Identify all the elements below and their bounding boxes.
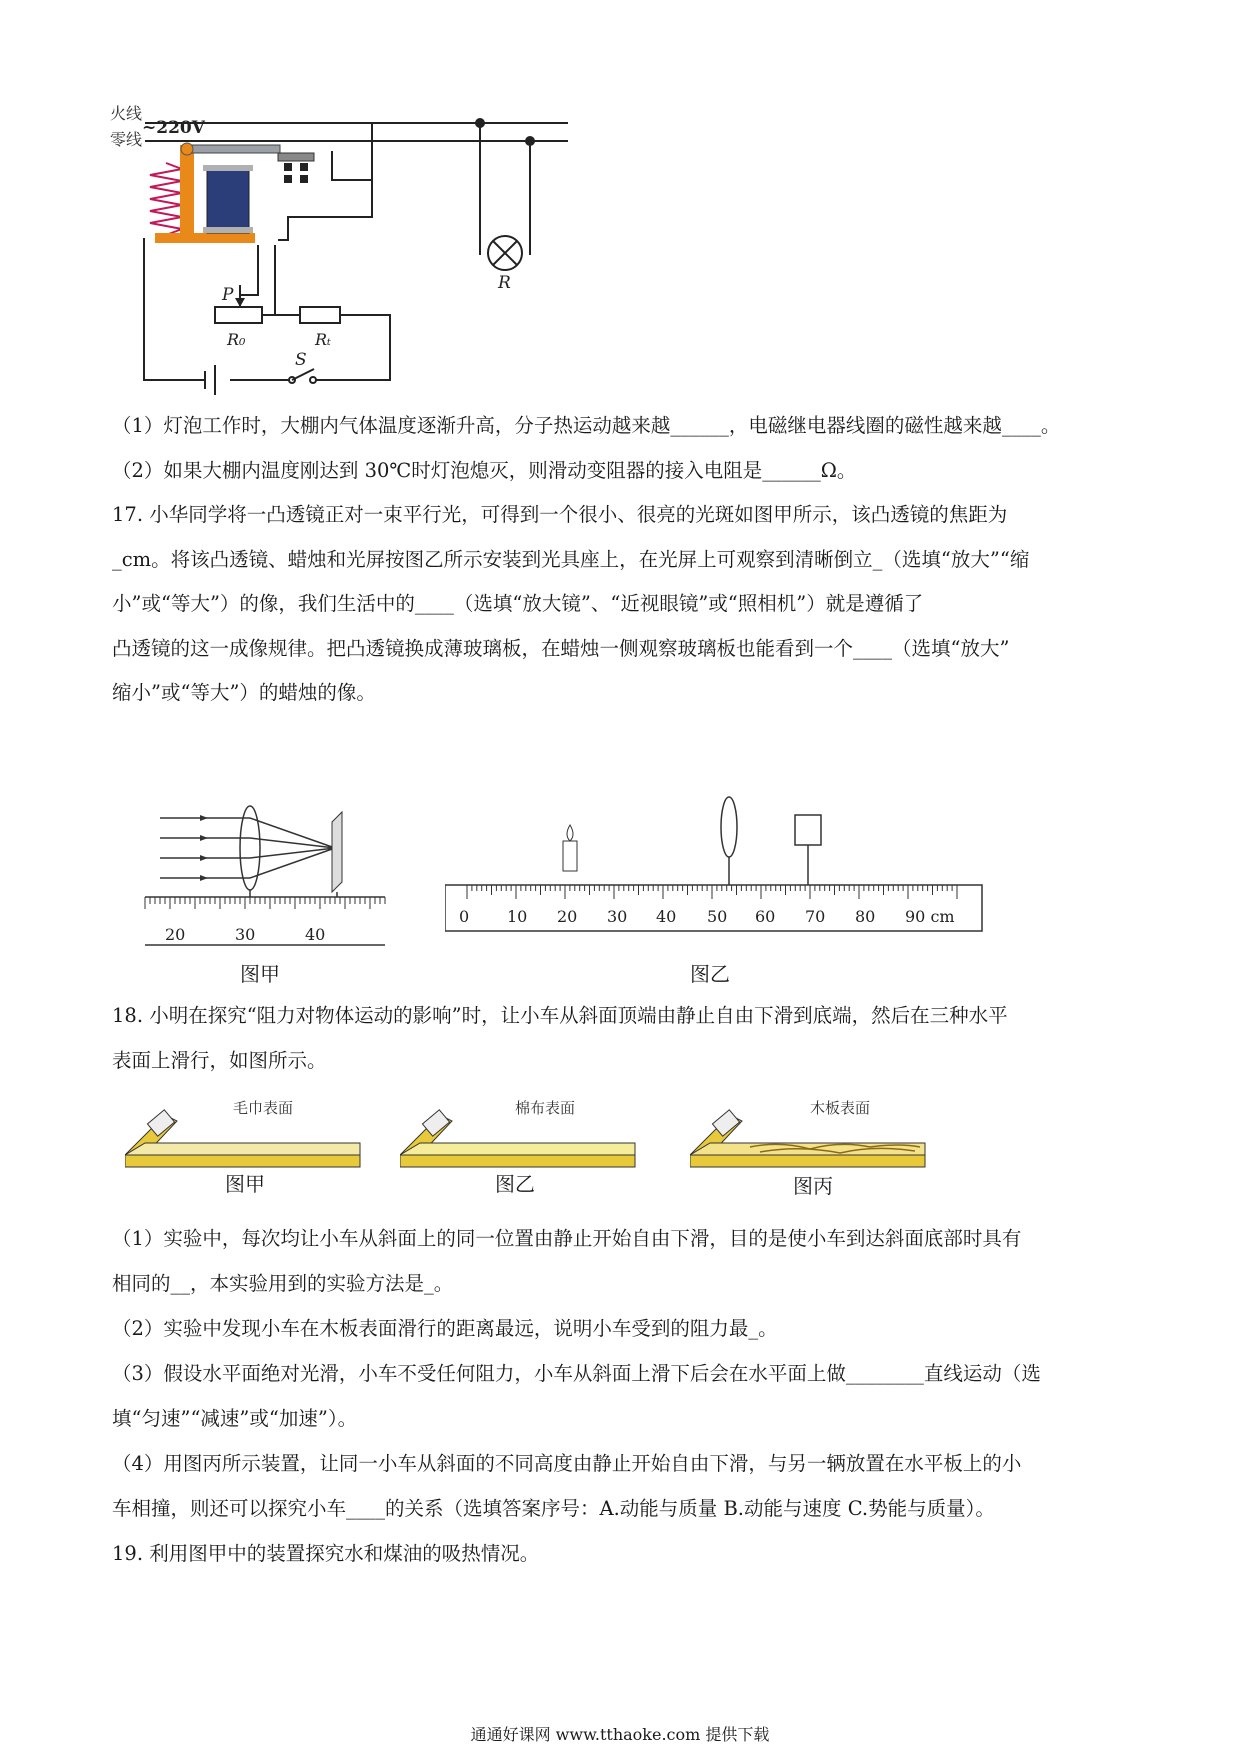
lamp-label: R [498, 273, 511, 293]
neutral-wire-label: 零线 [110, 130, 143, 149]
fig-b-tick-40: 40 [656, 907, 677, 926]
q17-line2: _cm。将该凸透镜、蜡烛和光屏按图乙所示安装到光具座上，在光屏上可观察到清晰倒立_（选填“放大”“缩 [112, 548, 1030, 571]
cotton-surface-label: 棉布表面 [515, 1099, 576, 1117]
q18-p3-line1: （3）假设水平面绝对光滑，小车不受任何阻力，小车从斜面上滑下后会在水平面上做________直线运动（选 [112, 1362, 1041, 1385]
fig-b-tick-50: 50 [707, 907, 728, 926]
q18-line2: 表面上滑行，如图所示。 [112, 1049, 327, 1072]
ramp-caption-a: 图甲 [225, 1172, 265, 1196]
slider-p-label: P [222, 285, 234, 305]
q17-line1: 17. 小华同学将一凸透镜正对一束平行光，可得到一个很小、很亮的光斑如图甲所示，该凸透镜的焦距为 [112, 503, 1008, 526]
fig-b-tick-90cm: 90 cm [905, 907, 955, 926]
page-footer: 通通好课网 www.tthaoke.com 提供下载 [470, 1725, 770, 1744]
fig-b-tick-60: 60 [755, 907, 776, 926]
voltage-label: ~220V [142, 118, 205, 138]
q16-part1: （1）灯泡工作时，大棚内气体温度逐渐升高，分子热运动越来越______，电磁继电器线圈的磁性越来越____。 [112, 414, 1061, 437]
cotton-surface-figure [400, 1095, 640, 1170]
live-wire-label: 火线 [110, 104, 143, 123]
fig-a-tick-40: 40 [305, 925, 326, 944]
wood-surface-label: 木板表面 [810, 1099, 871, 1117]
q19-line1: 19. 利用图甲中的装置探究水和煤油的吸热情况。 [112, 1542, 540, 1565]
q18-p2: （2）实验中发现小车在木板表面滑行的距离最远，说明小车受到的阻力最_。 [112, 1317, 778, 1340]
ramp-caption-b: 图乙 [495, 1172, 535, 1196]
optical-bench-figure [445, 785, 995, 945]
r0-label: R₀ [227, 330, 246, 349]
switch-label: S [295, 350, 307, 370]
wood-surface-figure [690, 1095, 930, 1170]
fig-b-tick-0: 0 [459, 907, 470, 926]
q18-p1-line1: （1）实验中，每次均让小车从斜面上的同一位置由静止开始自由下滑，目的是使小车到达斜面底部时具有 [112, 1227, 1022, 1250]
towel-surface-figure [125, 1095, 365, 1170]
q18-p4-line1: （4）用图丙所示装置，让同一小车从斜面的不同高度由静止开始自由下滑，与另一辆放置在水平板上的小 [112, 1452, 1022, 1475]
fig-b-caption: 图乙 [690, 962, 730, 986]
q18-p1-line2: 相同的__，本实验用到的实验方法是_。 [112, 1272, 454, 1295]
fig-b-tick-70: 70 [805, 907, 826, 926]
fig-a-tick-30: 30 [235, 925, 256, 944]
fig-a-caption: 图甲 [240, 962, 280, 986]
q18-p3-line2: 填“匀速”“减速”或“加速”）。 [112, 1407, 358, 1430]
q17-line3: 小”或“等大”）的像，我们生活中的____（选填“放大镜”、“近视眼镜”或“照相机”）就是遵循了 [112, 592, 924, 615]
fig-a-tick-20: 20 [165, 925, 186, 944]
fig-b-tick-10: 10 [507, 907, 528, 926]
q18-line1: 18. 小明在探究“阻力对物体运动的影响”时，让小车从斜面顶端由静止自由下滑到底端，然后在三种水平 [112, 1004, 1008, 1027]
relay-circuit-diagram [100, 95, 660, 435]
q16-part2: （2）如果大棚内温度刚达到 30℃时灯泡熄灭，则滑动变阻器的接入电阻是______Ω。 [112, 459, 857, 482]
ramp-caption-c: 图丙 [793, 1174, 833, 1198]
fig-b-tick-20: 20 [557, 907, 578, 926]
q18-p4-line2: 车相撞，则还可以探究小车____的关系（选填答案序号：A.动能与质量 B.动能与速度 C.势能与质量）。 [112, 1497, 995, 1520]
towel-surface-label: 毛巾表面 [233, 1099, 294, 1117]
q17-line5: 缩小”或“等大”）的蜡烛的像。 [112, 681, 376, 704]
rt-label: Rₜ [315, 330, 331, 349]
fig-b-tick-80: 80 [855, 907, 876, 926]
q17-line4: 凸透镜的这一成像规律。把凸透镜换成薄玻璃板，在蜡烛一侧观察玻璃板也能看到一个____（选填“放大” [112, 637, 1010, 660]
fig-b-tick-30: 30 [607, 907, 628, 926]
